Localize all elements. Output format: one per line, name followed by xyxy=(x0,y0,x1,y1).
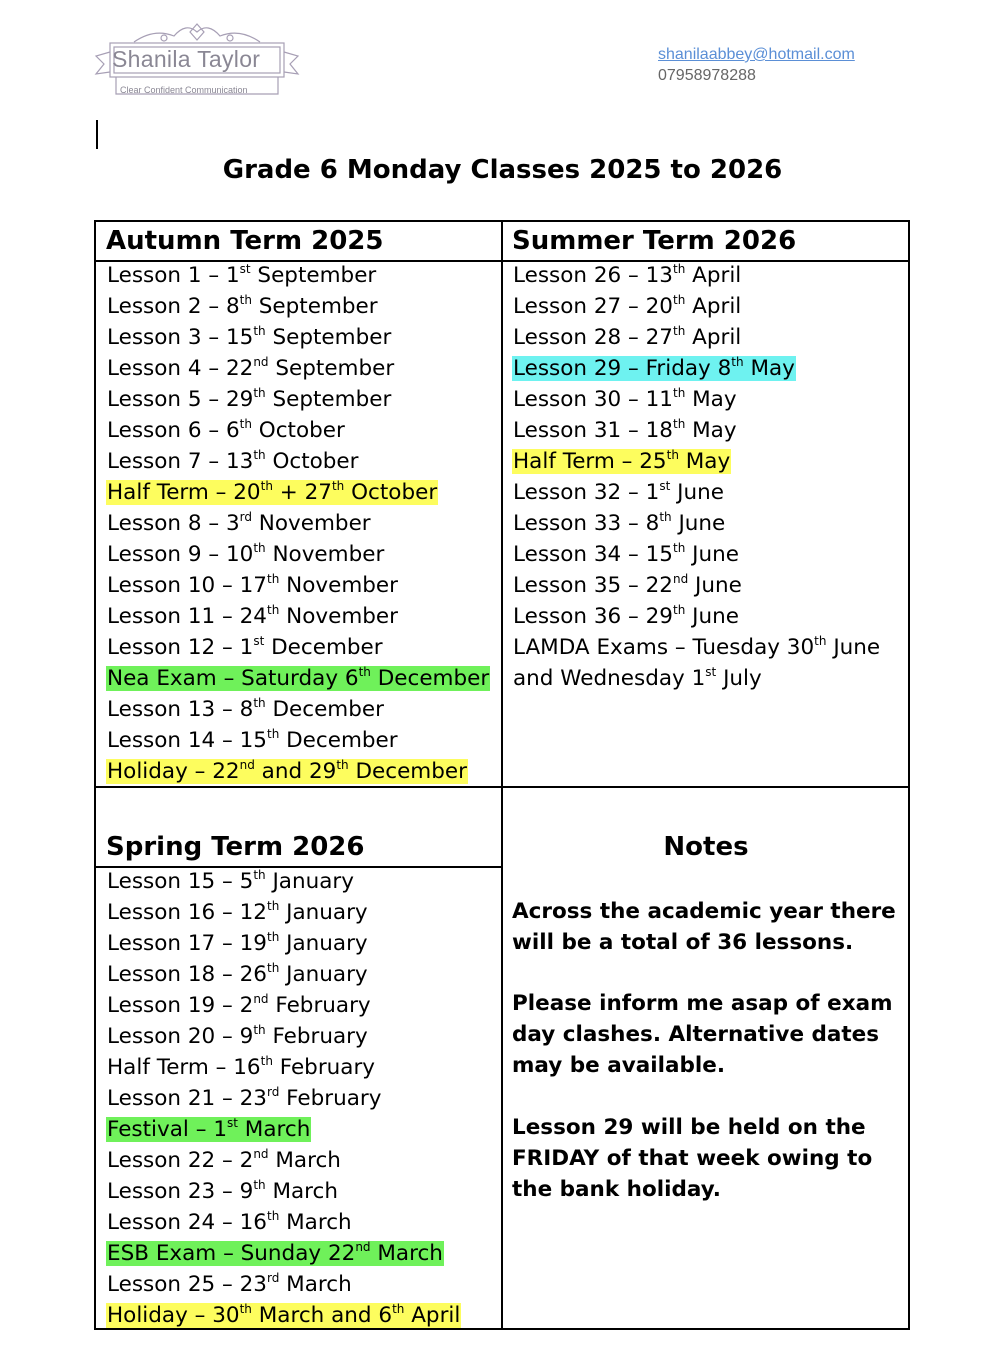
ordinal-suffix: th xyxy=(672,261,686,276)
entry-text-part: February xyxy=(268,993,371,1018)
spring-list-item xyxy=(106,1238,461,1269)
autumn-list-item xyxy=(106,663,490,694)
entry-text xyxy=(106,635,384,660)
spring-list-item xyxy=(106,866,461,897)
highlighted-entry xyxy=(512,449,731,474)
entry-text-part: December xyxy=(279,728,398,753)
ordinal-suffix: th xyxy=(266,571,280,586)
entry-text-part: Nea Exam – Saturday 6 xyxy=(107,666,359,691)
autumn-list-item xyxy=(106,353,490,384)
ordinal-suffix: th xyxy=(331,478,345,493)
entry-text-part: September xyxy=(265,325,392,350)
entry-text xyxy=(106,869,355,894)
ordinal-suffix: th xyxy=(266,929,280,944)
spring-list-item xyxy=(106,1145,461,1176)
highlighted-entry xyxy=(106,1241,444,1266)
ordinal-suffix: th xyxy=(253,447,266,462)
entry-text xyxy=(106,1179,339,1204)
ordinal-suffix: th xyxy=(672,323,686,338)
ordinal-suffix: nd xyxy=(355,1239,371,1254)
entry-text-part: Lesson 19 – 2 xyxy=(107,993,254,1018)
entry-text-part: January xyxy=(279,900,368,925)
highlighted-entry xyxy=(106,1303,461,1328)
entry-text-part: September xyxy=(251,294,378,319)
entry-text-part: October xyxy=(344,480,438,505)
spring-list-item xyxy=(106,1207,461,1238)
entry-text-part: Lesson 28 – 27 xyxy=(513,325,673,350)
entry-text-part: Lesson 23 – 9 xyxy=(107,1179,254,1204)
entry-text xyxy=(106,1272,353,1297)
ordinal-suffix: th xyxy=(266,1208,280,1223)
logo-name: Shanila Taylor xyxy=(112,46,261,72)
ordinal-suffix: rd xyxy=(239,509,252,524)
entry-text-part: Lesson 20 – 9 xyxy=(107,1024,254,1049)
entry-text xyxy=(106,449,360,474)
highlighted-entry xyxy=(106,1117,311,1142)
entry-text xyxy=(106,1024,369,1049)
ordinal-suffix: st xyxy=(239,261,251,276)
ordinal-suffix: th xyxy=(672,602,686,617)
ordinal-suffix: th xyxy=(266,726,280,741)
entry-text-part: June xyxy=(685,604,739,629)
ordinal-suffix: th xyxy=(253,323,266,338)
table-border-left xyxy=(94,220,96,1330)
entry-text-part: November xyxy=(265,542,385,567)
summer-list-item xyxy=(512,508,881,539)
autumn-list-item xyxy=(106,725,490,756)
entry-text-part: May xyxy=(685,387,737,412)
summer-list-item xyxy=(512,539,881,570)
autumn-heading: Autumn Term 2025 xyxy=(106,226,384,256)
ordinal-suffix: th xyxy=(672,292,686,307)
entry-text-part: September xyxy=(250,263,377,288)
summer-list-item xyxy=(512,291,881,322)
ordinal-suffix: th xyxy=(266,960,280,975)
entry-text-part: April xyxy=(404,1303,461,1328)
entry-text-part: Lesson 2 – 8 xyxy=(107,294,240,319)
ordinal-suffix: th xyxy=(239,1301,252,1316)
entry-text-part: Lesson 27 – 20 xyxy=(513,294,673,319)
ordinal-suffix: th xyxy=(358,664,371,679)
highlighted-entry xyxy=(106,480,438,505)
entry-text xyxy=(106,728,399,753)
entry-text-part: June xyxy=(826,635,881,660)
ordinal-suffix: th xyxy=(659,509,672,524)
autumn-list-item xyxy=(106,260,490,291)
schedule-table xyxy=(94,220,910,1330)
spring-list-item xyxy=(106,1176,461,1207)
summer-list-item xyxy=(512,570,881,601)
entry-text xyxy=(106,263,377,288)
entry-text xyxy=(106,294,379,319)
ordinal-suffix: st xyxy=(659,478,671,493)
ordinal-suffix: rd xyxy=(266,1270,280,1285)
entry-text xyxy=(106,900,369,925)
ordinal-suffix: th xyxy=(266,602,280,617)
entry-text-part: March xyxy=(265,1179,338,1204)
entry-text-part: Lesson 24 – 16 xyxy=(107,1210,267,1235)
entry-text-part: September xyxy=(265,387,392,412)
logo xyxy=(94,18,300,102)
contact-block xyxy=(658,44,855,86)
entry-text-part: March xyxy=(279,1210,352,1235)
entry-text-part: Lesson 18 – 26 xyxy=(107,962,267,987)
entry-text-part: and Wednesday 1 xyxy=(513,666,706,691)
entry-text xyxy=(512,294,742,319)
autumn-list-item xyxy=(106,477,490,508)
entry-text-part: May xyxy=(743,356,795,381)
entry-text-part: Lesson 13 – 8 xyxy=(107,697,254,722)
entry-text xyxy=(106,697,385,722)
entry-text-part: Lesson 9 – 10 xyxy=(107,542,254,567)
autumn-list-item xyxy=(106,384,490,415)
spring-list-item xyxy=(106,897,461,928)
spring-heading: Spring Term 2026 xyxy=(106,832,365,862)
autumn-list-item xyxy=(106,508,490,539)
ordinal-suffix: th xyxy=(666,447,679,462)
autumn-list-item xyxy=(106,415,490,446)
highlighted-entry xyxy=(106,759,468,784)
entry-text-part: Lesson 17 – 19 xyxy=(107,931,267,956)
entry-text-part: Lesson 25 – 23 xyxy=(107,1272,267,1297)
entry-text xyxy=(512,542,740,567)
entry-text xyxy=(106,962,369,987)
entry-text-part: June xyxy=(685,542,739,567)
entry-text-part: Lesson 30 – 11 xyxy=(513,387,673,412)
text-cursor xyxy=(96,120,98,149)
summer-list-item xyxy=(512,446,881,477)
summer-list xyxy=(512,260,881,694)
phone-number: 07958978288 xyxy=(658,67,756,84)
entry-text-part: November xyxy=(279,573,398,598)
entry-text-part: November xyxy=(279,604,398,629)
ordinal-suffix: th xyxy=(253,867,266,882)
ordinal-suffix: rd xyxy=(266,1084,280,1099)
entry-text-part: Lesson 5 – 29 xyxy=(107,387,254,412)
highlighted-entry xyxy=(512,356,796,381)
entry-text xyxy=(106,931,369,956)
entry-text xyxy=(106,1148,342,1173)
entry-text-part: May xyxy=(678,449,731,474)
entry-text xyxy=(512,418,738,443)
spring-list-item xyxy=(106,990,461,1021)
entry-text-part: Lesson 10 – 17 xyxy=(107,573,267,598)
autumn-list-item xyxy=(106,446,490,477)
notes-paragraph: Lesson 29 will be held on the FRIDAY of that week owing to the bank holiday. xyxy=(512,1115,873,1202)
entry-text-part: July xyxy=(716,666,762,691)
entry-text-part: April xyxy=(685,325,742,350)
autumn-list-item xyxy=(106,694,490,725)
entry-text-part: Lesson 31 – 18 xyxy=(513,418,673,443)
summer-list-item xyxy=(512,353,881,384)
entry-text-part: February xyxy=(272,1055,376,1080)
ordinal-suffix: th xyxy=(253,385,266,400)
entry-text xyxy=(512,480,725,505)
email-link[interactable]: shanilaabbey@hotmail.com xyxy=(658,46,855,63)
entry-text-part: March xyxy=(268,1148,341,1173)
entry-text-part: December xyxy=(348,759,467,784)
entry-text-part: Lesson 16 – 12 xyxy=(107,900,267,925)
entry-text xyxy=(512,573,743,598)
summer-list-item xyxy=(512,322,881,353)
entry-text-part: February xyxy=(279,1086,382,1111)
table-border-right xyxy=(908,220,910,1330)
entry-text-part: October xyxy=(265,449,359,474)
entry-text xyxy=(512,511,726,536)
summer-list-item xyxy=(512,663,881,694)
entry-text-part: January xyxy=(279,931,368,956)
entry-text-part: Half Term – 25 xyxy=(513,449,667,474)
notes-paragraph: Across the academic year there will be a total of 36 lessons. xyxy=(512,899,896,955)
autumn-list-item xyxy=(106,291,490,322)
entry-text xyxy=(106,356,395,381)
entry-text xyxy=(106,1086,382,1111)
spring-list-item xyxy=(106,1300,461,1331)
ordinal-suffix: th xyxy=(239,416,252,431)
entry-text-part: LAMDA Exams – Tuesday 30 xyxy=(513,635,815,660)
ordinal-suffix: nd xyxy=(672,571,689,586)
entry-text-part: Lesson 15 – 5 xyxy=(107,869,254,894)
ordinal-suffix: th xyxy=(260,478,273,493)
entry-text xyxy=(106,604,399,629)
entry-text-part: Lesson 6 – 6 xyxy=(107,418,240,443)
ordinal-suffix: nd xyxy=(253,354,269,369)
logo-tagline: Clear Confident Communication xyxy=(120,85,248,95)
entry-text-part: Lesson 7 – 13 xyxy=(107,449,254,474)
table-divider-vertical xyxy=(501,220,503,1330)
ordinal-suffix: th xyxy=(253,1022,266,1037)
ordinal-suffix: th xyxy=(672,416,686,431)
autumn-list-item xyxy=(106,322,490,353)
ordinal-suffix: nd xyxy=(253,1146,269,1161)
entry-text-part: Lesson 11 – 24 xyxy=(107,604,267,629)
entry-text-part: Holiday – 22 xyxy=(107,759,240,784)
entry-text-part: + 27 xyxy=(272,480,332,505)
highlighted-entry xyxy=(106,666,490,691)
spring-list-item xyxy=(106,1021,461,1052)
summer-list-item xyxy=(512,632,881,663)
entry-text xyxy=(512,635,881,660)
autumn-list-item xyxy=(106,632,490,663)
entry-text-part: ESB Exam – Sunday 22 xyxy=(107,1241,356,1266)
entry-text xyxy=(512,263,742,288)
spring-list-item xyxy=(106,1083,461,1114)
entry-text-part: June xyxy=(688,573,742,598)
entry-text xyxy=(106,511,372,536)
notes-heading: Notes xyxy=(663,832,749,862)
entry-text-part: Lesson 3 – 15 xyxy=(107,325,254,350)
entry-text-part: Half Term – 20 xyxy=(107,480,261,505)
ordinal-suffix: th xyxy=(336,757,349,772)
entry-text-part: October xyxy=(251,418,345,443)
entry-text-part: December xyxy=(265,697,384,722)
summer-list-item xyxy=(512,384,881,415)
entry-text-part: Lesson 34 – 15 xyxy=(513,542,673,567)
entry-text xyxy=(106,573,399,598)
entry-text-part: March and 6 xyxy=(251,1303,393,1328)
entry-text xyxy=(106,387,392,412)
spring-list-item xyxy=(106,1052,461,1083)
entry-text-part: April xyxy=(685,294,742,319)
entry-text-part: Lesson 26 – 13 xyxy=(513,263,673,288)
entry-text xyxy=(512,387,738,412)
page-title: Grade 6 Monday Classes 2025 to 2026 xyxy=(222,155,783,185)
summer-list-item xyxy=(512,260,881,291)
ordinal-suffix: th xyxy=(260,1053,273,1068)
entry-text-part: Lesson 22 – 2 xyxy=(107,1148,254,1173)
entry-text-part: January xyxy=(279,962,368,987)
entry-text-part: Lesson 32 – 1 xyxy=(513,480,660,505)
entry-text-part: December xyxy=(264,635,383,660)
entry-text xyxy=(512,666,763,691)
ordinal-suffix: th xyxy=(672,540,686,555)
ordinal-suffix: th xyxy=(814,633,827,648)
autumn-list xyxy=(106,260,490,787)
ordinal-suffix: th xyxy=(392,1301,405,1316)
entry-text-part: May xyxy=(685,418,737,443)
summer-heading: Summer Term 2026 xyxy=(512,226,797,256)
entry-text-part: Lesson 21 – 23 xyxy=(107,1086,267,1111)
ordinal-suffix: nd xyxy=(253,991,269,1006)
ordinal-suffix: th xyxy=(731,354,744,369)
autumn-list-item xyxy=(106,570,490,601)
ordinal-suffix: st xyxy=(705,664,717,679)
entry-text-part: January xyxy=(265,869,354,894)
entry-text-part: September xyxy=(268,356,395,381)
entry-text-part: Lesson 8 – 3 xyxy=(107,511,240,536)
spring-list-item xyxy=(106,959,461,990)
ordinal-suffix: th xyxy=(253,695,266,710)
autumn-list-item xyxy=(106,601,490,632)
entry-text-part: Holiday – 30 xyxy=(107,1303,240,1328)
ordinal-suffix: th xyxy=(672,385,686,400)
autumn-list-item xyxy=(106,756,490,787)
spring-list-item xyxy=(106,1269,461,1300)
spring-list-item xyxy=(106,928,461,959)
entry-text-part: March xyxy=(370,1241,443,1266)
entry-text xyxy=(512,325,742,350)
entry-text-part: April xyxy=(685,263,742,288)
entry-text-part: Lesson 4 – 22 xyxy=(107,356,254,381)
entry-text-part: Lesson 12 – 1 xyxy=(107,635,254,660)
entry-text xyxy=(106,1210,353,1235)
summer-list-item xyxy=(512,477,881,508)
entry-text xyxy=(512,604,740,629)
notes-paragraph: Please inform me asap of exam day clashes. Alternative dates may be available. xyxy=(512,991,893,1078)
entry-text-part: Lesson 29 – Friday 8 xyxy=(513,356,732,381)
summer-list-item xyxy=(512,601,881,632)
entry-text xyxy=(106,993,372,1018)
entry-text xyxy=(106,418,346,443)
entry-text-part: December xyxy=(370,666,490,691)
entry-text-part: November xyxy=(251,511,371,536)
entry-text-part: Half Term – 16 xyxy=(107,1055,261,1080)
summer-list-item xyxy=(512,415,881,446)
ordinal-suffix: th xyxy=(239,292,252,307)
spring-list xyxy=(106,866,461,1331)
entry-text-part: Lesson 14 – 15 xyxy=(107,728,267,753)
entry-text-part: Lesson 33 – 8 xyxy=(513,511,660,536)
entry-text-part: March xyxy=(279,1272,352,1297)
entry-text-part: Lesson 36 – 29 xyxy=(513,604,673,629)
entry-text xyxy=(106,325,392,350)
entry-text xyxy=(106,542,385,567)
entry-text-part: June xyxy=(670,480,724,505)
entry-text xyxy=(106,1055,376,1080)
autumn-list-item xyxy=(106,539,490,570)
ordinal-suffix: st xyxy=(227,1115,238,1130)
entry-text-part: Lesson 1 – 1 xyxy=(107,263,240,288)
entry-text-part: Festival – 1 xyxy=(107,1117,227,1142)
ordinal-suffix: th xyxy=(253,540,266,555)
ordinal-suffix: th xyxy=(253,1177,266,1192)
spring-list-item xyxy=(106,1114,461,1145)
entry-text-part: and 29 xyxy=(254,759,337,784)
ordinal-suffix: st xyxy=(253,633,265,648)
ordinal-suffix: nd xyxy=(239,757,255,772)
entry-text-part: Lesson 35 – 22 xyxy=(513,573,673,598)
entry-text-part: February xyxy=(265,1024,368,1049)
entry-text-part: March xyxy=(237,1117,311,1142)
entry-text-part: June xyxy=(671,511,726,536)
ordinal-suffix: th xyxy=(266,898,280,913)
